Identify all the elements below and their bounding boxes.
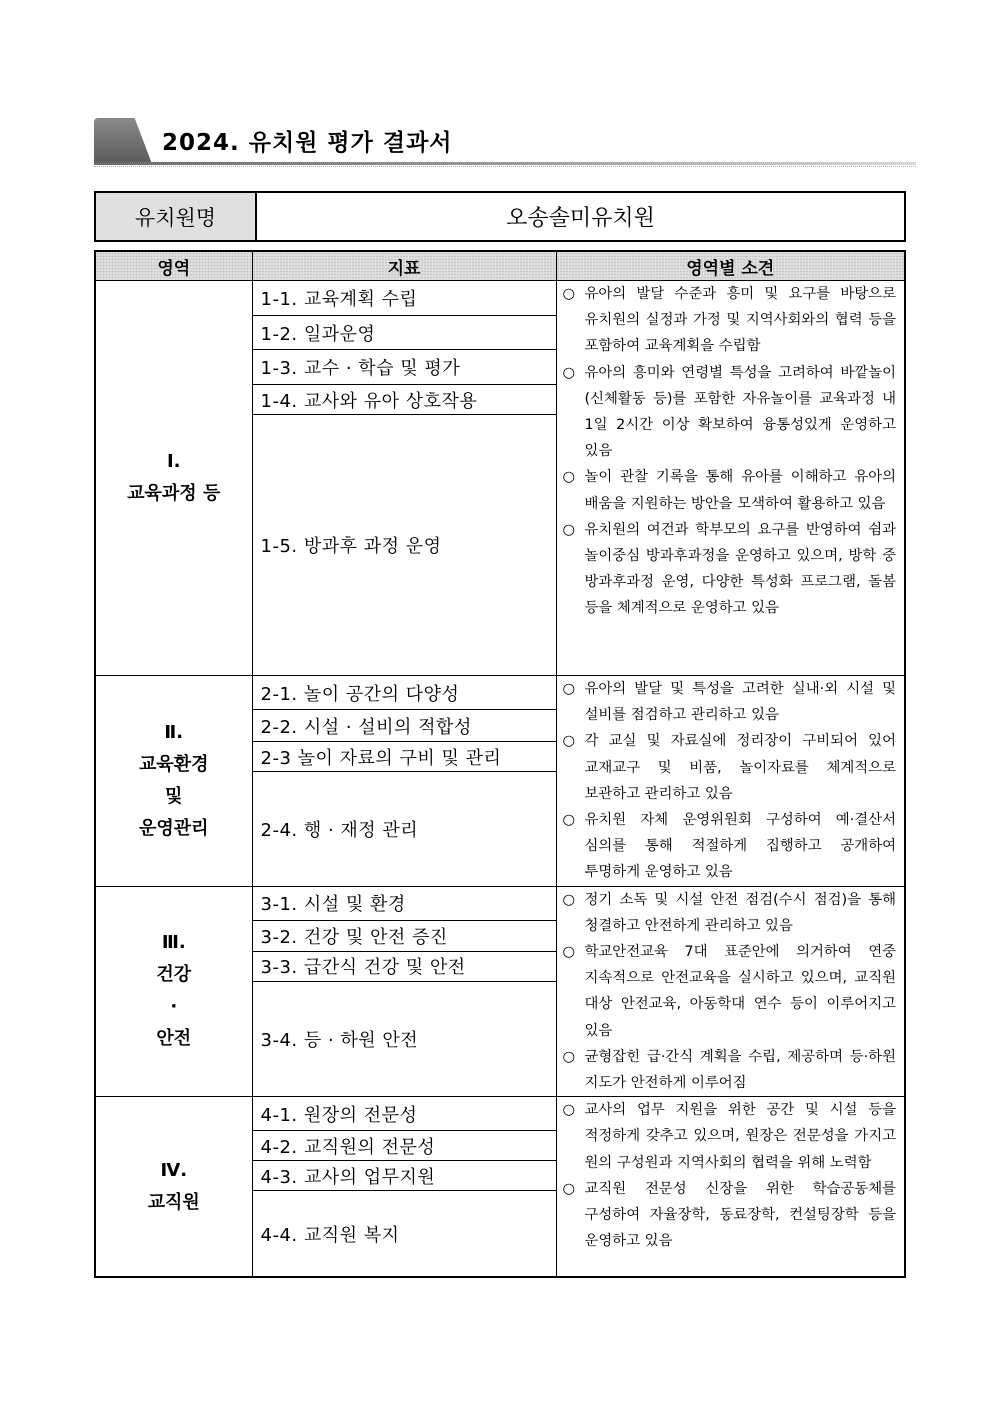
opinion-item (563, 728, 897, 807)
bullet-circle-icon: ○ (562, 681, 576, 697)
opinion-item (563, 1097, 897, 1176)
opinion-item (563, 1044, 897, 1096)
title-dotted-rule (94, 166, 916, 167)
area-label: 건강 (156, 964, 192, 986)
area-label: 교육환경 (138, 753, 209, 775)
opinion-item (563, 281, 897, 360)
opinion-text: 각 교실 및 자료실에 정리장이 구비되어 있어 교재교구 및 비품, 놀이자료를 체계적으로 보관하고 관리하고 있음 (584, 733, 896, 802)
bullet-circle-icon: ○ (562, 1048, 576, 1065)
opinion-cell (556, 281, 905, 676)
opinion-cell (556, 1097, 905, 1277)
bullet-circle-icon: ○ (562, 733, 576, 750)
opinion-text: 정기 소독 및 시설 안전 점검(수시 점검)을 통해 청결하고 안전하게 관리하고 있음 (584, 891, 896, 934)
opinion-cell (556, 886, 905, 1097)
area-label: 교직원 (147, 1191, 200, 1213)
indicator-cell: 3-1. 시설 및 환경 (252, 886, 556, 921)
title-tab-decoration (94, 118, 152, 164)
table-header-row (95, 251, 905, 281)
bullet-circle-icon: ○ (562, 286, 576, 302)
indicator-cell: 4-3. 교사의 업무지원 (252, 1161, 556, 1191)
table-row (95, 676, 905, 710)
opinion-item (563, 807, 897, 886)
area-cell (95, 281, 252, 676)
bullet-circle-icon: ○ (562, 1102, 576, 1119)
opinion-cell (556, 676, 905, 887)
indicator-cell: 2-4. 행 · 재정 관리 (252, 772, 556, 886)
bullet-circle-icon: ○ (562, 891, 576, 908)
area-label: 안전 (156, 1028, 192, 1050)
opinion-text: 유아의 발달 및 특성을 고려한 실내·외 시설 및 설비를 점검하고 관리하고 있음 (584, 681, 896, 724)
opinion-text: 유아의 발달 수준과 흥미 및 요구를 바탕으로 유치원의 실정과 가정 및 지역사회와의 협력 등을 포함하여 교육계획을 수립함 (584, 286, 896, 355)
area-numeral: Ⅳ. (160, 1159, 188, 1181)
header-indicator: 지표 (252, 251, 556, 281)
indicator-cell: 4-2. 교직원의 전문성 (252, 1131, 556, 1161)
indicator-cell: 1-1. 교육계획 수립 (252, 281, 556, 316)
title-banner (94, 118, 916, 164)
bullet-circle-icon: ○ (562, 944, 576, 961)
opinion-item (563, 676, 897, 728)
opinion-text: 놀이 관찰 기록을 통해 유아를 이해하고 유아의 배움을 지원하는 방안을 모색하여 활용하고 있음 (584, 469, 896, 512)
opinion-text: 유치원 자체 운영위원회 구성하여 예·결산서 심의를 통해 적절하게 집행하고 공개하여 투명하게 운영하고 있음 (584, 812, 896, 881)
opinion-item (563, 360, 897, 465)
indicator-cell: 1-3. 교수 · 학습 및 평가 (252, 350, 556, 385)
evaluation-table (94, 250, 906, 1278)
area-label: 운영관리 (138, 817, 209, 839)
kindergarten-name-label: 유치원명 (95, 192, 256, 241)
opinion-item (563, 517, 897, 622)
title-underline (94, 162, 916, 165)
opinion-text: 학교안전교육 7대 표준안에 의거하여 연중 지속적으로 안전교육을 실시하고 있으며, 교직원 대상 안전교육, 아동학대 연수 등이 이루어지고 있음 (584, 944, 896, 1039)
indicator-cell: 2-1. 놀이 공간의 다양성 (252, 676, 556, 710)
area-numeral: Ⅱ. (164, 721, 184, 743)
kindergarten-name-value: 오송솔미유치원 (256, 192, 905, 241)
bullet-circle-icon: ○ (562, 364, 576, 381)
bullet-circle-icon: ○ (562, 521, 576, 538)
area-cell (95, 886, 252, 1097)
table-body (95, 281, 905, 1277)
area-label: 및 (165, 785, 183, 807)
area-label: 교육과정 등 (127, 483, 221, 504)
opinion-item (563, 887, 897, 939)
bullet-circle-icon: ○ (562, 469, 576, 486)
table-row (95, 281, 905, 316)
indicator-cell: 3-3. 급간식 건강 및 안전 (252, 951, 556, 982)
opinion-text: 교직원 전문성 신장을 위한 학습공동체를 구성하여 자율장학, 동료장학, 컨설팅장학 등을 운영하고 있음 (584, 1180, 896, 1250)
indicator-cell: 1-2. 일과운영 (252, 316, 556, 350)
indicator-cell: 2-2. 시설 · 설비의 적합성 (252, 710, 556, 741)
area-numeral: Ⅰ. (166, 451, 181, 472)
indicator-cell: 1-5. 방과후 과정 운영 (252, 415, 556, 676)
area-cell (95, 676, 252, 887)
opinion-text: 균형잡힌 급·간식 계획을 수립, 제공하며 등·하원 지도가 안전하게 이루어짐 (584, 1048, 896, 1092)
bullet-circle-icon: ○ (562, 1180, 576, 1197)
indicator-cell: 4-4. 교직원 복지 (252, 1191, 556, 1277)
indicator-cell: 3-2. 건강 및 안전 증진 (252, 921, 556, 952)
page-title: 2024. 유치원 평가 결과서 (162, 130, 453, 156)
table-row (95, 1097, 905, 1131)
indicator-cell: 4-1. 원장의 전문성 (252, 1097, 556, 1131)
opinion-text: 교사의 업무 지원을 위한 공간 및 시설 등을 적정하게 갖추고 있으며, 원장은 전문성을 가지고 원의 구성원과 지역사회의 협력을 위해 노력함 (584, 1102, 896, 1171)
opinion-item (563, 939, 897, 1044)
header-area: 영역 (95, 251, 252, 281)
area-cell (95, 1097, 252, 1277)
indicator-cell: 2-3 놀이 자료의 구비 및 관리 (252, 741, 556, 771)
indicator-cell: 1-4. 교사와 유아 상호작용 (252, 385, 556, 415)
area-label: · (170, 996, 178, 1018)
opinion-text: 유아의 흥미와 연령별 특성을 고려하여 바깥놀이(신체활동 등)를 포함한 자유놀이를 교육과정 내 1일 2시간 이상 확보하여 융통성있게 운영하고 있음 (584, 364, 896, 460)
header-opinion: 영역별 소견 (556, 251, 905, 281)
opinion-text: 유치원의 여건과 학부모의 요구를 반영하여 쉼과 놀이중심 방과후과정을 운영하고 있으며, 방학 중 방과후과정 운영, 다양한 특성화 프로그램, 돌봄 등을 체계적으로 운영하고 있음 (584, 521, 896, 617)
bullet-circle-icon: ○ (562, 812, 576, 829)
table-row (95, 886, 905, 921)
opinion-item (563, 464, 897, 516)
area-numeral: Ⅲ. (161, 932, 186, 954)
kindergarten-name-table (94, 191, 906, 242)
opinion-item (563, 1176, 897, 1255)
indicator-cell: 3-4. 등 · 하원 안전 (252, 982, 556, 1097)
